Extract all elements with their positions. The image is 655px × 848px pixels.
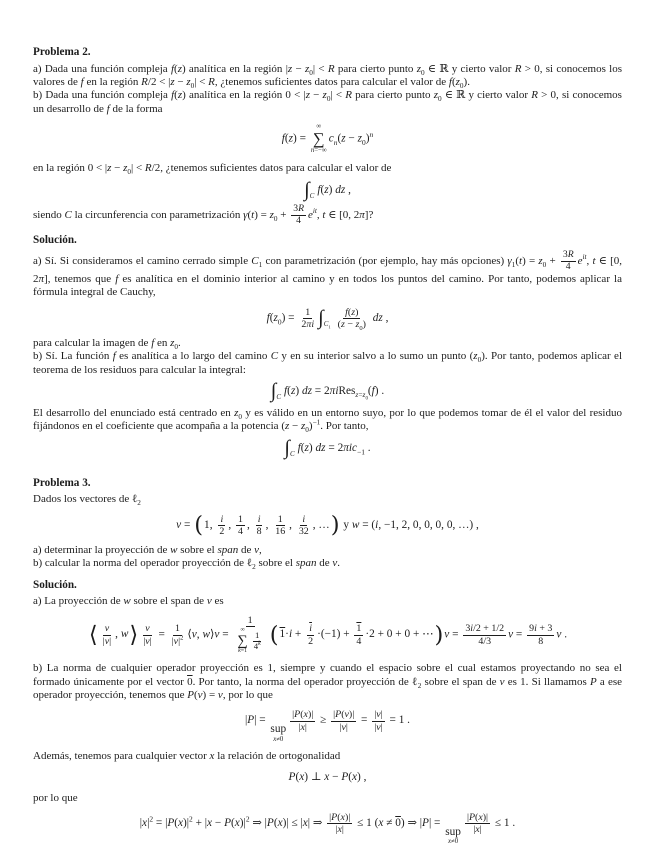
problem-2-solution-b2: El desarrollo del enunciado está centrado en $z_0$ y es válido en un entorno suyo, por lo que podemos tomar de él el valor del residuo fijándonos en el coeficiente que acompaña a la potencia $(z - z_0)^{-1}$. Por tanto,	[33, 406, 622, 435]
problem-3-intro: Dados los vectores de ℓ$_2$	[33, 493, 141, 508]
problem-3-solution-a-intro: a) La proyección de w sobre el span de v es	[33, 594, 224, 607]
problem-2-solution-a-end: para calcular la imagen de f en $z_0$.	[33, 336, 181, 352]
equation-orthogonality: P(x) ⊥ x − P(x) ,	[288, 771, 367, 784]
problem-2-solution-heading: Solución.	[33, 234, 77, 247]
equation-laurent-series: f(z) = ∞ ∑ n=−∞ $c_n(z - z_0)^n$	[281, 123, 374, 155]
problem-3-solution-b: b) La norma de cualquier operador proyección es 1, siempre y cuando el espacio sobre el cual estamos proyectando no sea el formado únicamente por el vector 0. Por tanto, la norma del operador proyección de ℓ$_2$ sobre el span de v es 1. Si llamamos P a ese operador proyección, tenemos que P(v) = v, por lo que	[33, 662, 623, 702]
problem-2-heading: Problema 2.	[33, 46, 91, 58]
problem-2-statement-b: b) Dada una función compleja f(z) analítica en la región $0 < |z - z_0| < R$ para cierto punto $z_0$ ∈ ℝ y cierto valor R > 0, si conocemos un desarrollo de f de la forma	[33, 89, 622, 115]
problem-3-solution-b2: Además, tenemos para cualquier vector x la relación de ortogonalidad	[33, 749, 341, 762]
equation-cauchy-formula: $f(z_0)$ = $\frac{1}{2\pi i}$ $\int_{C_1}$ $\frac{f(z)}{(z - z_0)}$ dz ,	[266, 306, 389, 332]
equation-residue-coefficient: $\int_Cf(z)$ dz = 2πic$_{-1}$ .	[284, 436, 371, 459]
equation-norm-lower-bound: |P| = sup x≠0 $\frac{|P(x)|}{|x|}$ ≥ $\frac{|P(v)|}{|v|}$ = $\frac{|v|}{|v|}$ = 1 .	[244, 709, 411, 743]
problem-2-solution-a: a) Sí. Si consideramos el camino cerrado simple $C_1$ con parametrización (por ejemplo, hay más opciones) $\gamma_1(t) = z_0$ + $\frac{3R}{4}$ $e^{it}$, t ∈ [0, 2π], tenemos que f es analítica en el dominio interior al camino y en todos los puntos del camino. Por tanto, podemos aplicar la fórmula integral de Cauchy,	[33, 249, 622, 299]
problem-2-solution-b: b) Sí. La función f es analítica a lo largo del camino C y en su interior salvo a lo sumo un punto $(z_0)$. Por tanto, podemos aplicar el teorema de los residuos para calcular la integral:	[33, 350, 622, 376]
equation-contour-integral: $\int_Cf(z)$ dz ,	[304, 178, 351, 201]
equation-vectors: v = ( 1, $\frac{i}{2}$ , $\frac{1}{4}$ , $\frac{i}{8}$ , $\frac{1}{16}$ , $\frac{i}{32}$ , … ) y w = (i, −1, 2, 0, 0, 0, 0, …) ,	[176, 512, 479, 539]
problem-3-solution-heading: Solución.	[33, 578, 77, 591]
equation-norm-upper-bound: $|x|^2 = |P(x)|^2 + |x - P(x)|^2$ ⇒ |P(x)| ≤ |x| ⇒ $\frac{|P(x)|}{|x|}$ ≤ 1 (x ≠ 0) ⇒ |P| = sup x≠0 $\frac{|P(x)|}{|x|}$ ≤ 1 .	[139, 811, 516, 846]
problem-3-solution-b3: por lo que	[33, 791, 78, 804]
equation-residue-theorem: $\int_Cf(z)$ dz = 2πiRes$_{z=z_0}$(f) .	[270, 379, 385, 402]
problem-3-item-b: b) calcular la norma del operador proyección de ℓ$_2$ sobre el span de v.	[33, 557, 341, 572]
problem-2-statement-siendo: siendo C la circunferencia con parametrización $\gamma(t) = z_0$ + $\frac{3R}{4}$ $e^{it}$, t ∈ [0, 2π]?	[33, 202, 374, 226]
problem-2-statement-region: en la región $0 < |z - z_0| < R/2$, ¿tenemos suficientes datos para calcular el valor de	[33, 162, 392, 177]
problem-3-heading: Problema 3.	[33, 476, 91, 489]
problem-2-statement-a: a) Dada una función compleja f(z) analítica en la región $|z - z_0| < R$ para cierto punto $z_0$ ∈ ℝ y cierto valor R > 0, si conocemos los valores de f en la región $R/2 < |z - z_0| < R$, ¿tenemos suficientes datos para calcular el valor de $f(z_0)$.	[33, 62, 622, 91]
equation-projection: ⟨ $\frac{v}{|v|}$ , w ⟩ $\frac{v}{|v|}$ = $\frac{1}{|v|^2}$ ⟨v, w⟩v = 1 ∞ ∑ k=1 $\frac{1}{4^k}$ ( 1·i + $\frac{\overline{i}}{2}$ ·(−1) + $\frac{1}{4}$ ·2 + 0 + 0 + ⋯ ) v = $\frac{3i/2 + 1/2}{4/3}$ v = $\frac{9i + 3}{8}$ v .	[88, 614, 568, 655]
problem-3-item-a: a) determinar la proyección de w sobre el span de v,	[33, 544, 262, 557]
